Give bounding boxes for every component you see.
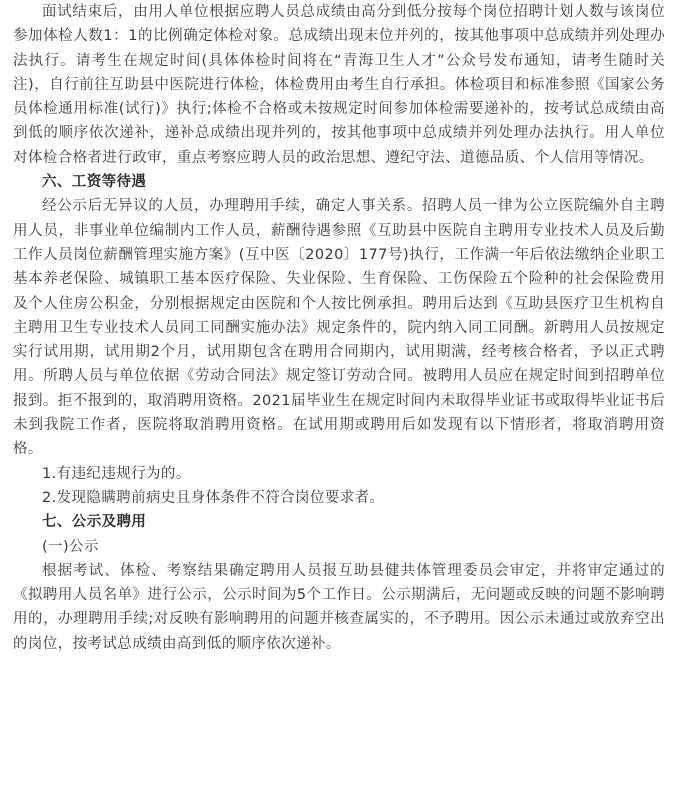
section-heading-salary: 六、工资等待遇 (42, 174, 147, 191)
paragraph-physical-exam: 面试结束后，由用人单位根据应聘人员总成绩由高分到低分按每个岗位招聘计划人数与该岗位参加体检人数1：1的比例确定体检对象。总成绩出现末位并列的，按其他事项中总成绩并列处理办法执行。请考生在规定时间(具体体检时间将在“青海卫生人才”公众号发布通知，请考生随时关注)，自行前往互助县中医院进行体检，体检费用由考生自行承担。体检项目和标准参照《国家公务员体检通用标准(试行)》执行;体检不合格或未按规定时间参加体检需要递补的，按考试总成绩由高到低的顺序依次递补，递补总成绩出现并列的，按其他事项中总成绩并列处理办法执行。用人单位对体检合格者进行政审，重点考察应聘人员的政治思想、遵纪守法、道德品质、个人信用等情况。 (13, 4, 665, 166)
subheading-publicity: (一)公示 (42, 538, 99, 555)
section-heading-publicity: 七、公示及聘用 (42, 514, 147, 531)
list-item-medical-history: 2.发现隐瞒聘前病史且身体条件不符合岗位要求者。 (42, 489, 385, 506)
paragraph-salary: 经公示后无异议的人员，办理聘用手续，确定人事关系。招聘人员一律为公立医院编外自主聘用人员，非事业单位编制内工作人员，薪酬待遇参照《互助县中医院自主聘用专业技术人员及后勤工作人员岗位薪酬管理实施方案》(互中医〔2020〕177号)执行，工作满一年后依法缴纳企业职工基本养老保险、城镇职工基本医疗保险、失业保险、生育保险、工伤保险五个险种的社会保险费用及个人住房公积金，分别根据规定由医院和个人按比例承担。聘用后达到《互助县医疗卫生机构自主聘用卫生专业技术人员同工同酬实施办法》规定条件的，院内纳入同工同酬。新聘用人员按规定实行试用期，试用期2个月，试用期包含在聘用合同期内，试用期满，经考核合格者，予以正式聘用。所聘人员与单位依据《劳动合同法》规定签订劳动合同。被聘用人员应在规定时间到招聘单位报到。拒不报到的，取消聘用资格。2021届毕业生在规定时间内未取得毕业证书或取得毕业证书后未到我院工作者，医院将取消聘用资格。在试用期或聘用后如发现有以下情形者，将取消聘用资格。 (13, 198, 665, 458)
paragraph-publicity: 根据考试、体检、考察结果确定聘用人员报互助县健共体管理委员会审定，并将审定通过的《拟聘用人员名单》进行公示，公示时间为5个工作日。公示期满后，无问题或反映的问题不影响聘用的，办理聘用手续;对反映有影响聘用的问题并核查属实的，不予聘用。因公示未通过或放弃空出的岗位，按考试总成绩由高到低的顺序依次递补。 (13, 562, 665, 652)
list-item-violation: 1.有违纪违规行为的。 (42, 465, 191, 482)
document-body (13, 0, 665, 656)
